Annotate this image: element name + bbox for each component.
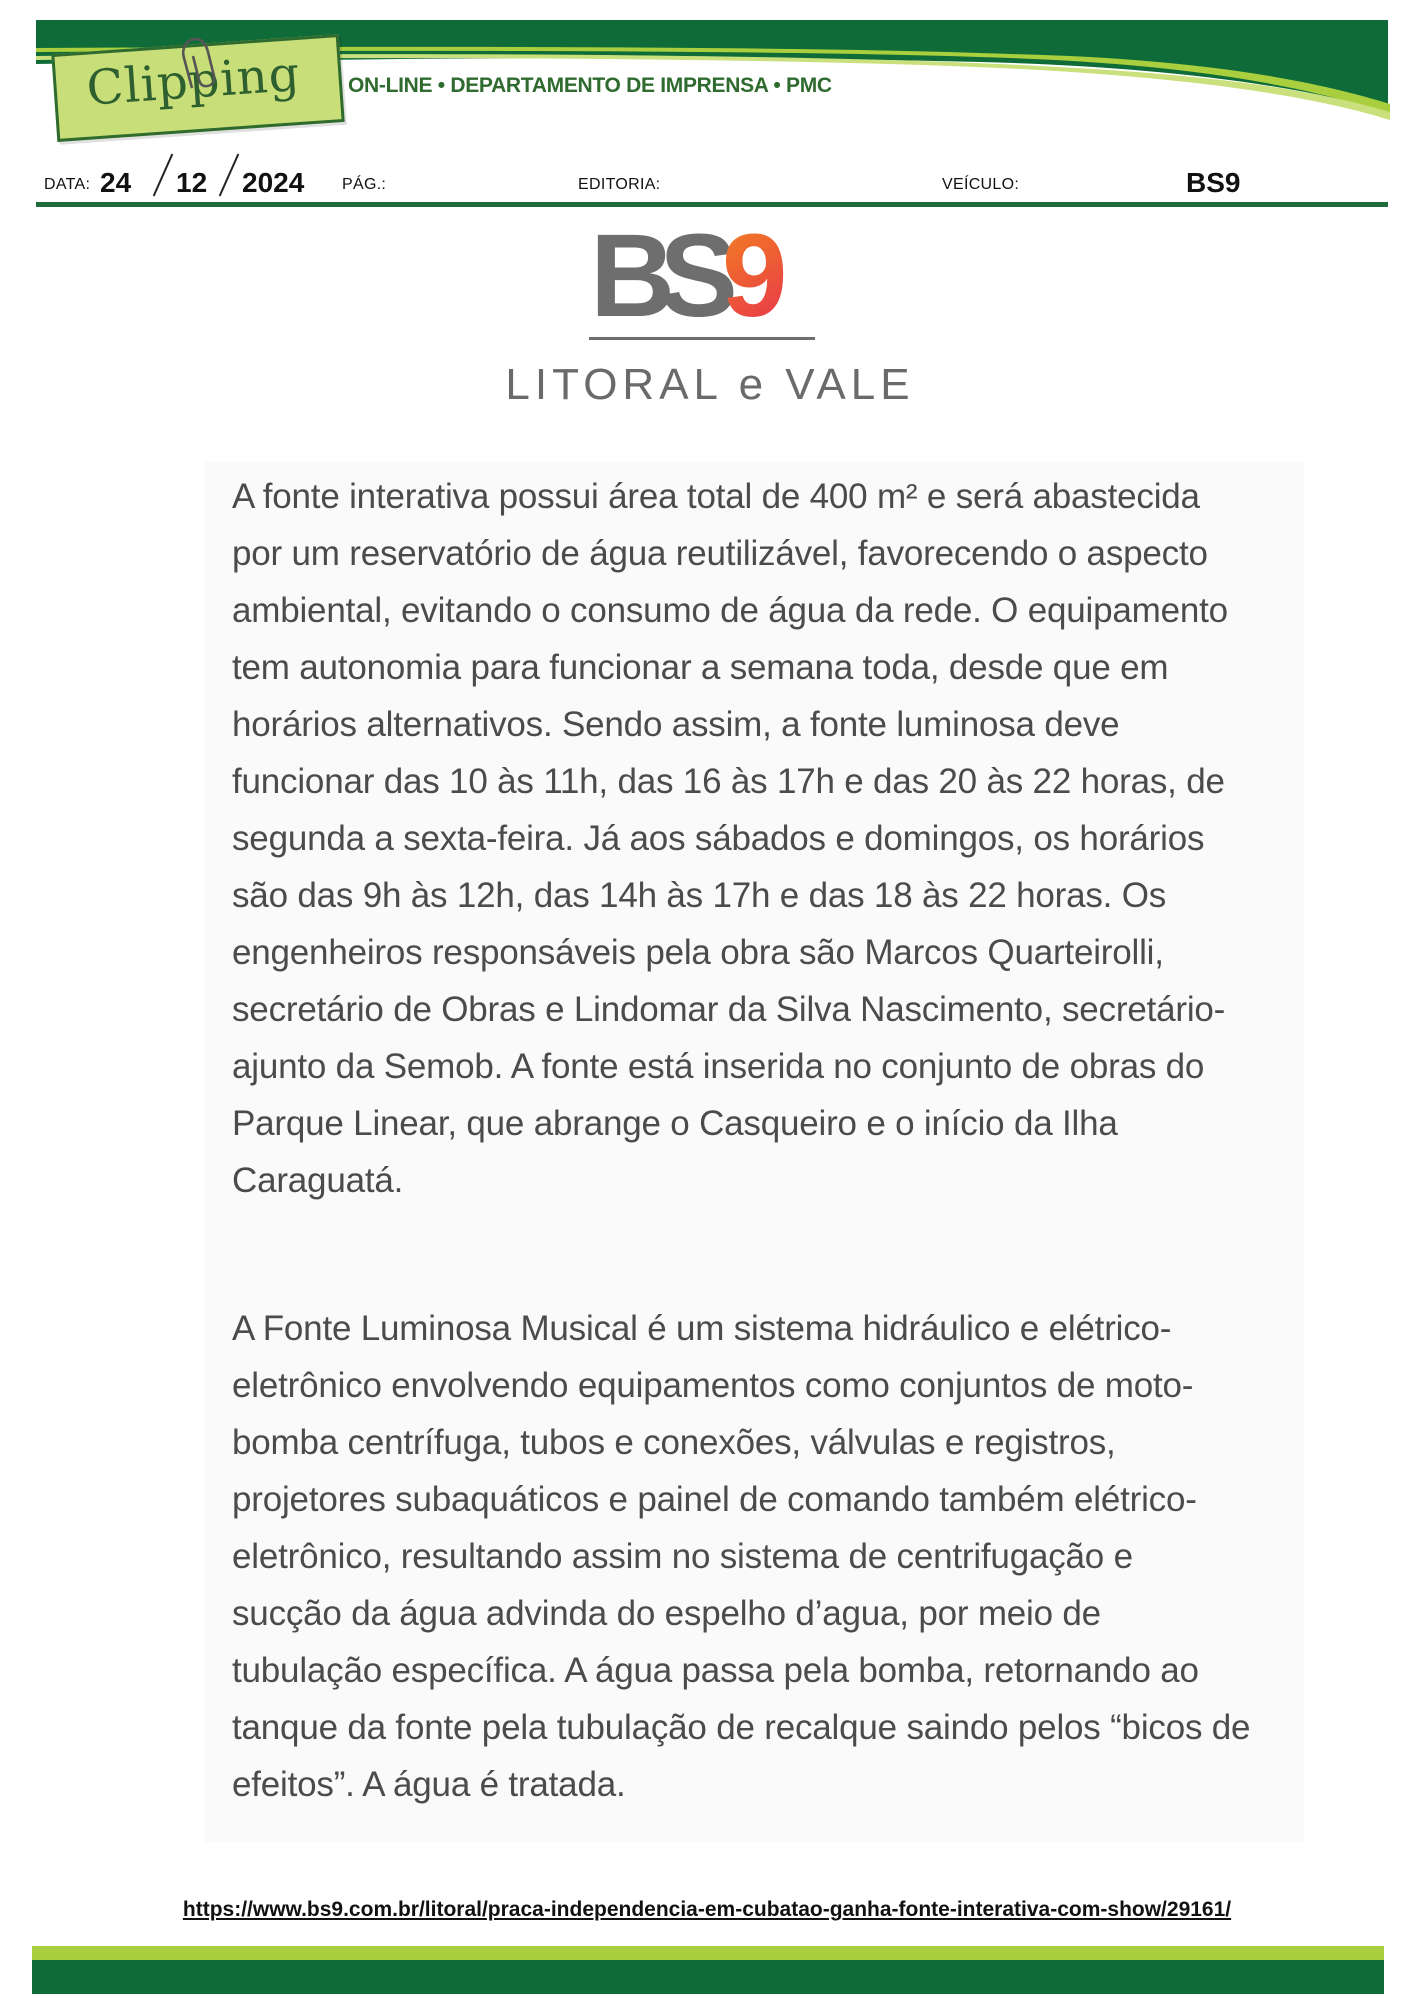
source-link[interactable]: https://www.bs9.com.br/litoral/praca-independencia-em-cubatao-ganha-fonte-interativa-com-show/29161/ — [182, 1898, 1232, 1921]
date-year: 2024 — [242, 167, 305, 198]
date-month: 12 — [176, 167, 208, 198]
date-separator — [219, 154, 240, 197]
clipping-tag-label: Clipping — [84, 45, 303, 117]
bs9-logo — [590, 218, 830, 330]
vehicle-value: BS9 — [1186, 167, 1241, 198]
header-tagline: ON-LINE • DEPARTAMENTO DE IMPRENSA • PMC — [348, 74, 832, 97]
article-paragraph: A Fonte Luminosa Musical é um sistema hidráulico e elétrico-eletrônico envolvendo equipamentos como conjuntos de moto-bomba centrífuga, tubos e conexões, válvulas e registros, projetores subaquáticos e painel de comando também elétrico-eletrônico, resultando assim no sistema de centrifugação e sucção da água advinda do espelho d’agua, por meio de tubulação específica. A água passa pela bomba, retornando ao tanque da fonte pela tubulação de recalque saindo pelos “bicos de efeitos”. A água é tratada. — [232, 1309, 1251, 1804]
article-paragraph: A fonte interativa possui área total de 400 m² e será abastecida por um reservatório de água reutilizável, favorecendo o aspecto ambiental, evitando o consumo de água da rede. O equipamento tem autonomia para funcionar a semana toda, desde que em horários alternativos. Sendo assim, a fonte luminosa deve funcionar das 10 às 11h, das 16 às 17h e das 20 às 22 horas, de segunda a sexta-feira. Já aos sábados e domingos, os horários são das 9h às 12h, das 14h às 17h e das 18 às 22 horas. Os engenheiros responsáveis pela obra são Marcos Quarteirolli, secretário de Obras e Lindomar da Silva Nascimento, secretário-ajunto da Semob. A fonte está inserida no conjunto de obras do Parque Linear, que abrange o Casqueiro e o início da Ilha Caraguatá. — [232, 477, 1228, 1200]
masthead-subtitle: LITORAL e VALE — [505, 360, 915, 409]
bs9-logo-letters: BS9 — [590, 218, 772, 330]
page-label: PÁG.: — [342, 176, 387, 193]
date-separator — [153, 154, 174, 197]
footer-band-light — [32, 1946, 1384, 1960]
footer-band-dark — [32, 1960, 1384, 1994]
section-label: EDITORIA: — [578, 176, 661, 193]
date-label: DATA: — [44, 176, 91, 193]
paperclip-icon — [178, 36, 218, 96]
logo-divider — [589, 337, 815, 340]
clipping-meta-row — [36, 148, 1388, 204]
meta-divider — [36, 202, 1388, 207]
date-day: 24 — [100, 167, 132, 198]
vehicle-label: VEÍCULO: — [942, 176, 1020, 193]
